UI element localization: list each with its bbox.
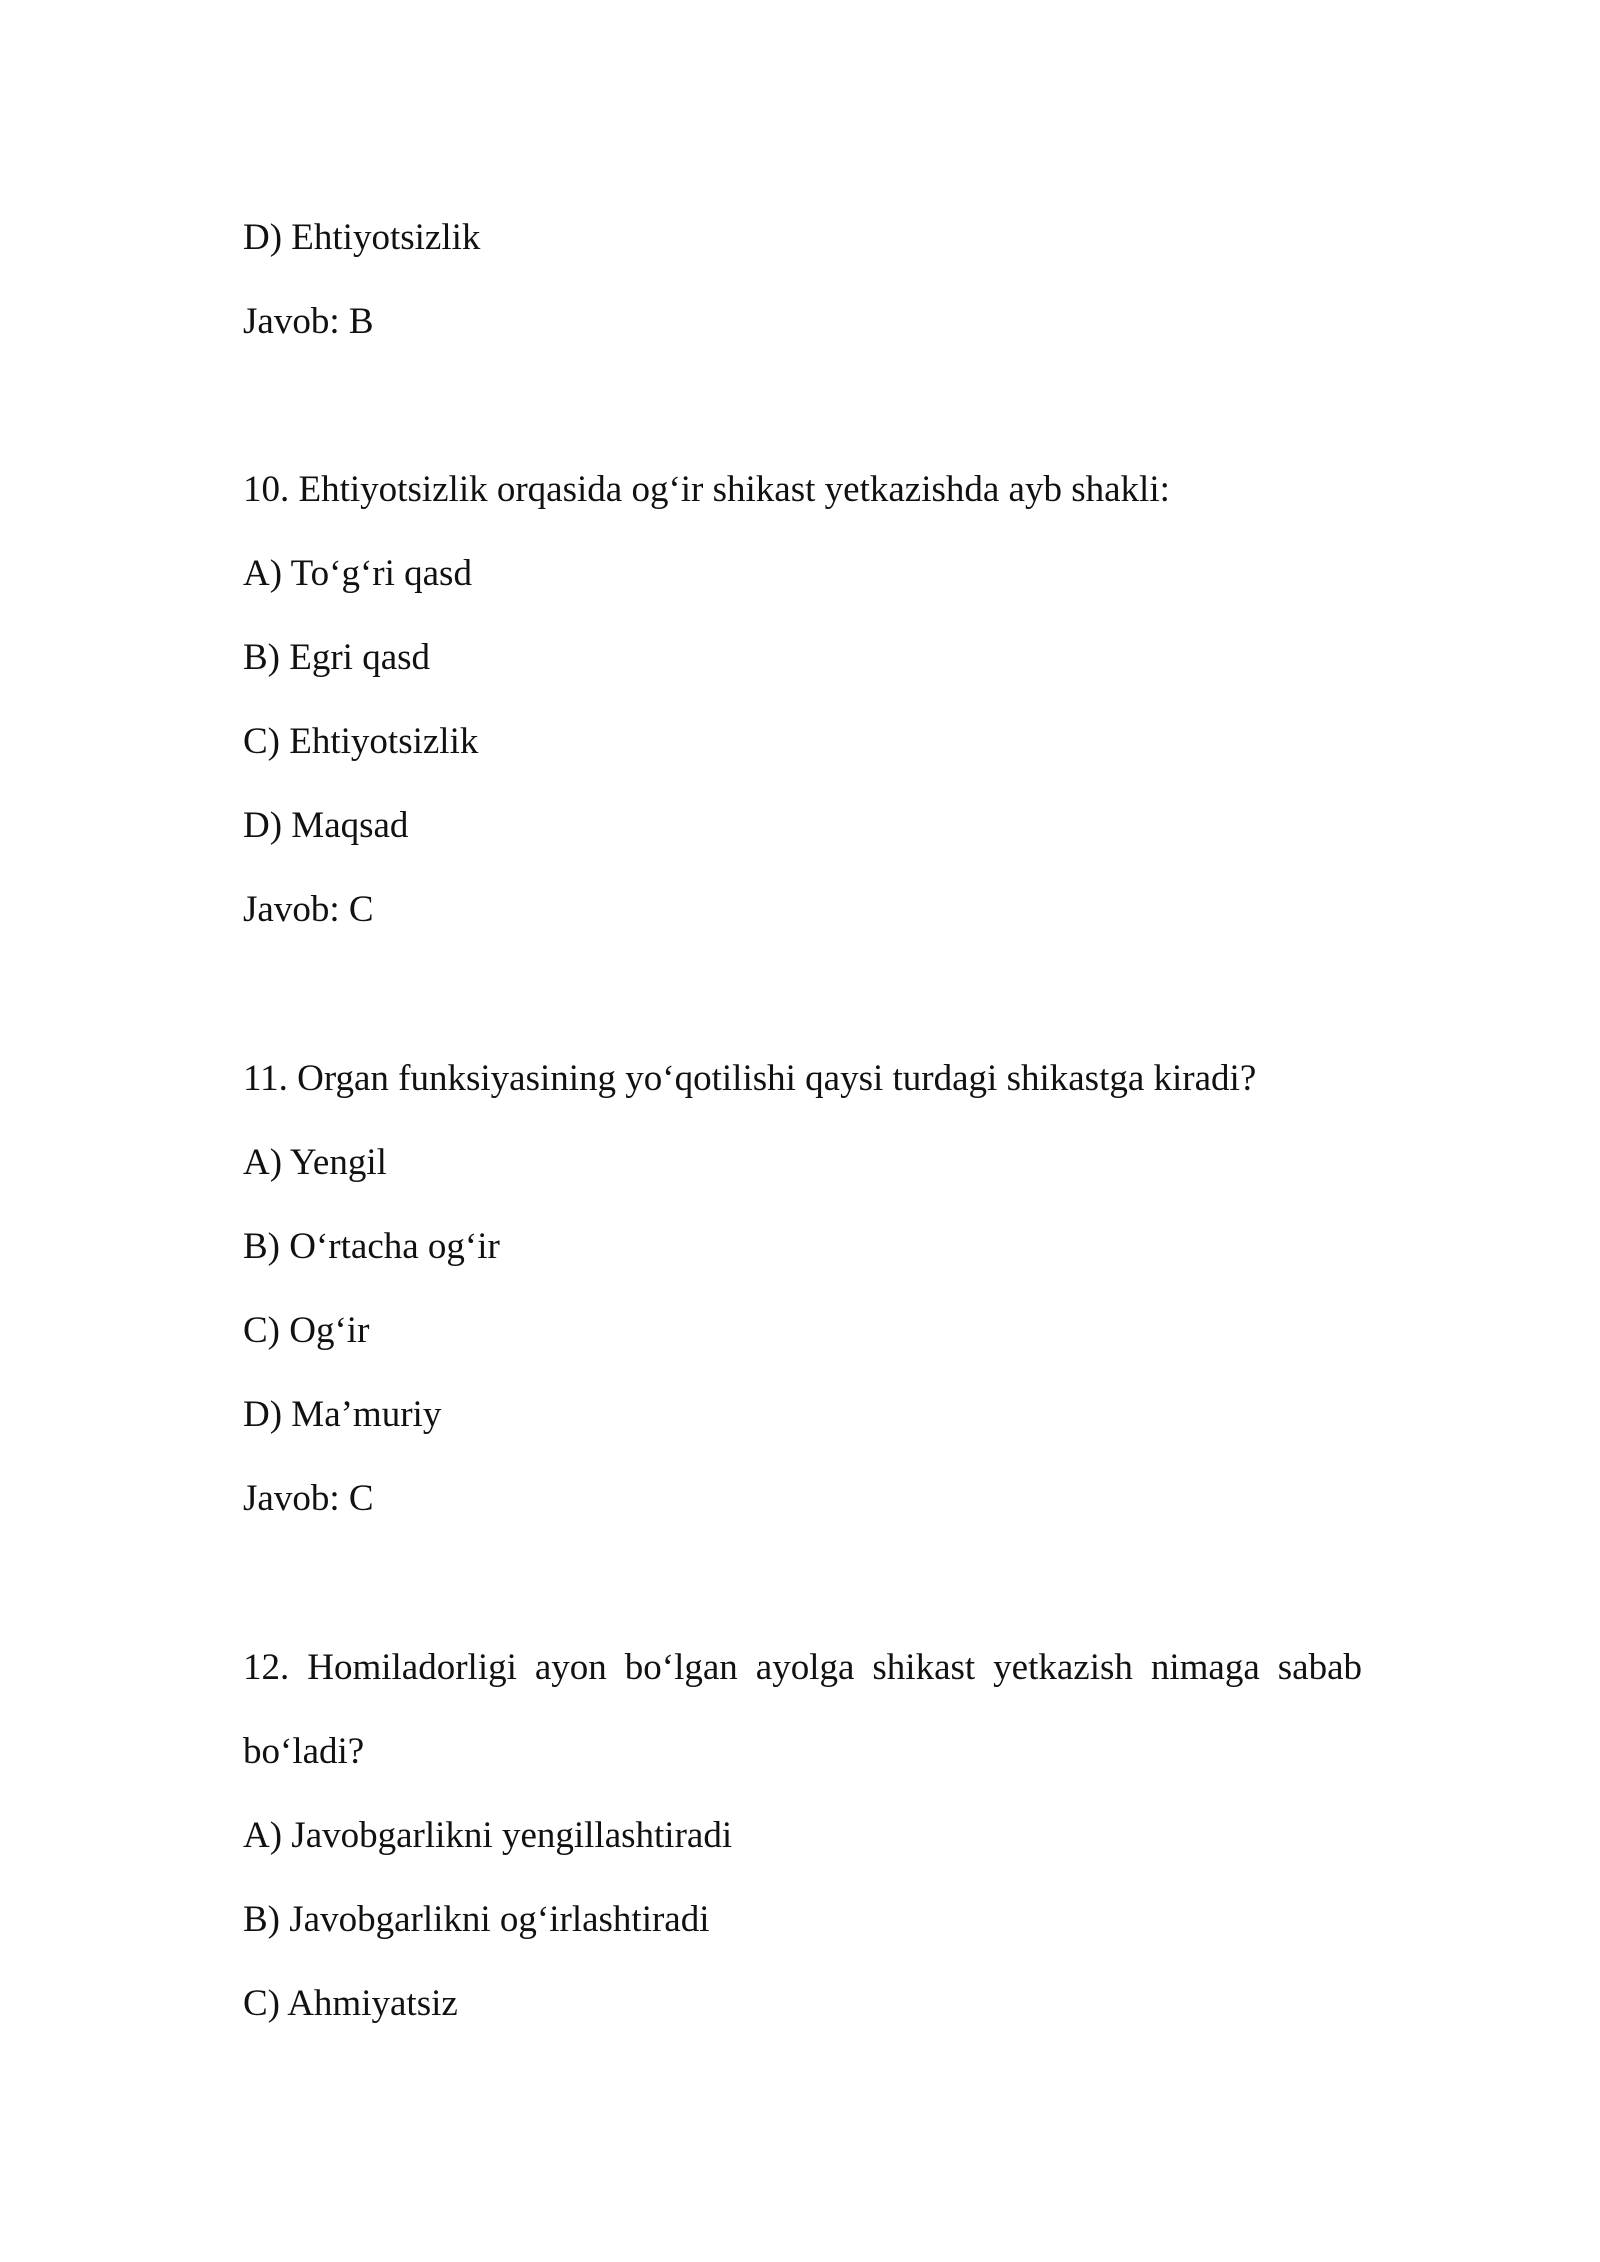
option-c-q10: C) Ehtiyotsizlik — [243, 721, 479, 762]
option-b-q12: B) Javobgarlikni og‘irlashtiradi — [243, 1899, 710, 1940]
option-a-q10: A) To‘g‘ri qasd — [243, 553, 472, 594]
question-12-line-1: 12. Homiladorligi ayon bo‘lgan ayolga shikast yetkazish nimaga sabab — [243, 1647, 1362, 1688]
option-c-q11: C) Og‘ir — [243, 1310, 370, 1351]
option-b-q11: B) O‘rtacha og‘ir — [243, 1226, 500, 1267]
question-10: 10. Ehtiyotsizlik orqasida og‘ir shikast yetkazishda ayb shakli: — [243, 469, 1170, 510]
option-d-q9: D) Ehtiyotsizlik — [243, 217, 481, 258]
question-12-line-2: bo‘ladi? — [243, 1731, 365, 1772]
option-b-q10: B) Egri qasd — [243, 637, 431, 678]
option-a-q11: A) Yengil — [243, 1142, 387, 1183]
answer-q11: Javob: C — [243, 1478, 374, 1519]
question-11: 11. Organ funksiyasining yo‘qotilishi qaysi turdagi shikastga kiradi? — [243, 1058, 1257, 1099]
option-d-q11: D) Ma’muriy — [243, 1394, 442, 1435]
option-c-q12: C) Ahmiyatsiz — [243, 1983, 458, 2024]
option-d-q10: D) Maqsad — [243, 805, 409, 846]
option-a-q12: A) Javobgarlikni yengillashtiradi — [243, 1815, 733, 1856]
answer-q10: Javob: C — [243, 889, 374, 930]
answer-q9: Javob: B — [243, 301, 374, 342]
